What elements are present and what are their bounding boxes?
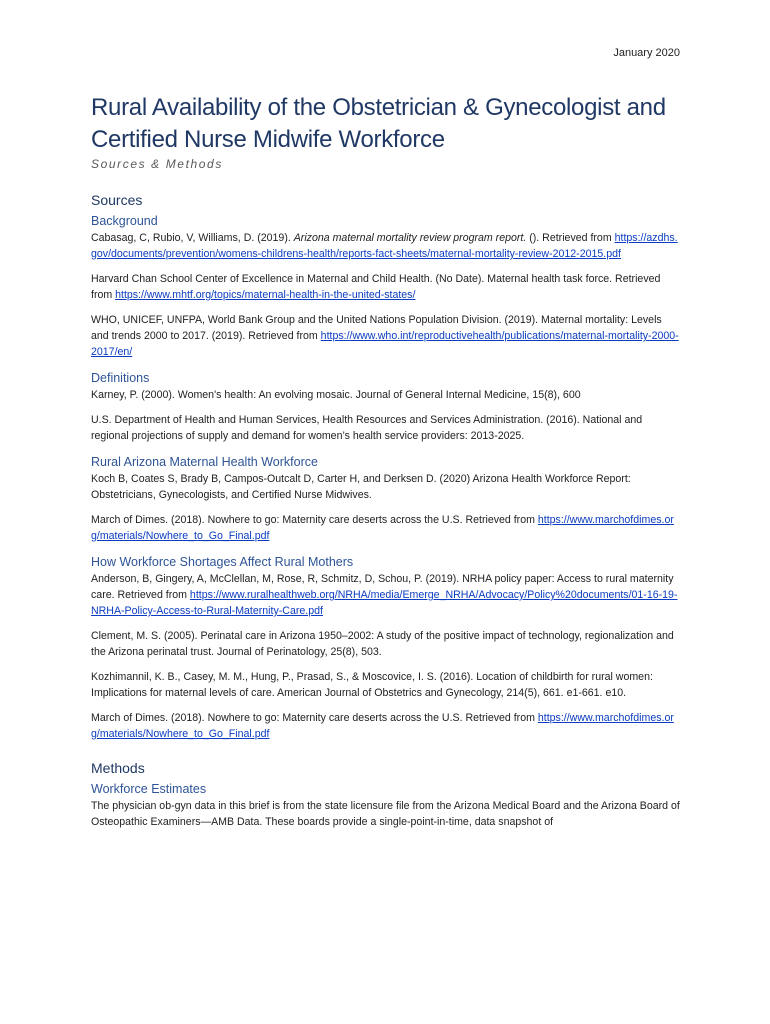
document-title: Rural Availability of the Obstetrician & Gynecologist and Certified Nurse Midwife Workforce [91,94,666,153]
azdhs-link[interactable]: https://azdhs.gov/documents/prevention/womens-childrens-health/reports-fact-sheets/maternal-mortality-review-2012-2015.pdf [91,232,678,260]
reference-italic-title: Arizona maternal mortality review program report. [293,232,527,244]
reference-text: Anderson, B, Gingery, A, McClellan, M, Rose, R, Schmitz, D, Schou, P. (2019). NRHA policy paper: Access to rural maternity care. Retrieved from [91,573,674,601]
shortages-heading: How Workforce Shortages Affect Rural Mothers [91,555,354,569]
methods-heading: Methods [91,760,145,776]
reference-text: March of Dimes. (2018). Nowhere to go: Maternity care deserts across the U.S. Retrieved from [91,514,538,526]
rural-workforce-heading: Rural Arizona Maternal Health Workforce [91,455,318,469]
reference-karney: Karney, P. (2000). Women's health: An evolving mosaic. Journal of General Internal Medicine, 15(8), 600 [91,389,581,401]
document-subtitle: Sources & Methods [91,157,223,171]
reference-hrsa: U.S. Department of Health and Human Services, Health Resources and Services Administration. (2016). National and regional projections of supply and demand for women’s health service providers: 2013-2025. [91,414,643,442]
reference-harvard [91,271,681,303]
sources-heading: Sources [91,192,143,208]
reference-text: (). Retrieved from [526,232,615,244]
reference-march-of-dimes [91,512,681,544]
reference-anderson [91,571,681,619]
reference-text: Harvard Chan School Center of Excellence in Maternal and Child Health. (No Date). Maternal health task force. Retrieved from [91,273,661,301]
workforce-estimates-text: The physician ob-gyn data in this brief is from the state licensure file from the Arizona Medical Board and the Arizona Board of Osteopathic Examiners—AMB Data. These boards provide a single-point-in-time, data snapshot of [91,800,680,828]
reference-text: WHO, UNICEF, UNFPA, World Bank Group and the United Nations Population Division. (2019). Maternal mortality: Levels and trends 2000 to 2017. (2019). Retrieved from [91,314,662,342]
mhtf-link[interactable]: https://www.mhtf.org/topics/maternal-health-in-the-united-states/ [115,289,416,301]
workforce-estimates-heading: Workforce Estimates [91,782,207,796]
march-of-dimes-link[interactable]: https://www.marchofdimes.org/materials/Nowhere_to_Go_Final.pdf [91,514,674,542]
reference-koch: Koch B, Coates S, Brady B, Campos-Outcalt D, Carter H, and Derksen D. (2020) Arizona Health Workforce Report: Obstetricians, Gynecologists, and Certified Nurse Midwives. [91,473,631,501]
reference-kozhimannil: Kozhimannil, K. B., Casey, M. M., Hung, P., Prasad, S., & Moscovice, I. S. (2016). Location of childbirth for rural women: Implications for maternal levels of care. American Journal of Obstetrics and Gynecology, 214(5), 661. e1-661. e10. [91,671,653,699]
reference-march-of-dimes-2 [91,710,681,742]
reference-clement: Clement, M. S. (2005). Perinatal care in Arizona 1950–2002: A study of the positive impact of technology, regionalization and the Arizona perinatal trust. Journal of Perinatology, 25(8), 503. [91,630,674,658]
reference-text: Cabasag, C, Rubio, V, Williams, D. (2019). [91,232,294,244]
reference-cabasag [91,230,681,262]
reference-text: March of Dimes. (2018). Nowhere to go: Maternity care deserts across the U.S. Retrieved from [91,712,538,724]
march-of-dimes-link-2[interactable]: https://www.marchofdimes.org/materials/Nowhere_to_Go_Final.pdf [91,712,674,740]
background-heading: Background [91,214,158,228]
who-link[interactable]: https://www.who.int/reproductivehealth/publications/maternal-mortality-2000-2017/en/ [91,330,679,358]
nrha-link[interactable]: https://www.ruralhealthweb.org/NRHA/media/Emerge_NRHA/Advocacy/Policy%20documents/01-16-19-NRHA-Policy-Access-to-Rural-Maternity-Care.pdf [91,589,678,617]
reference-who [91,312,681,360]
document-body [91,190,681,839]
definitions-heading: Definitions [91,371,150,385]
publication-date: January 2020 [613,47,680,59]
